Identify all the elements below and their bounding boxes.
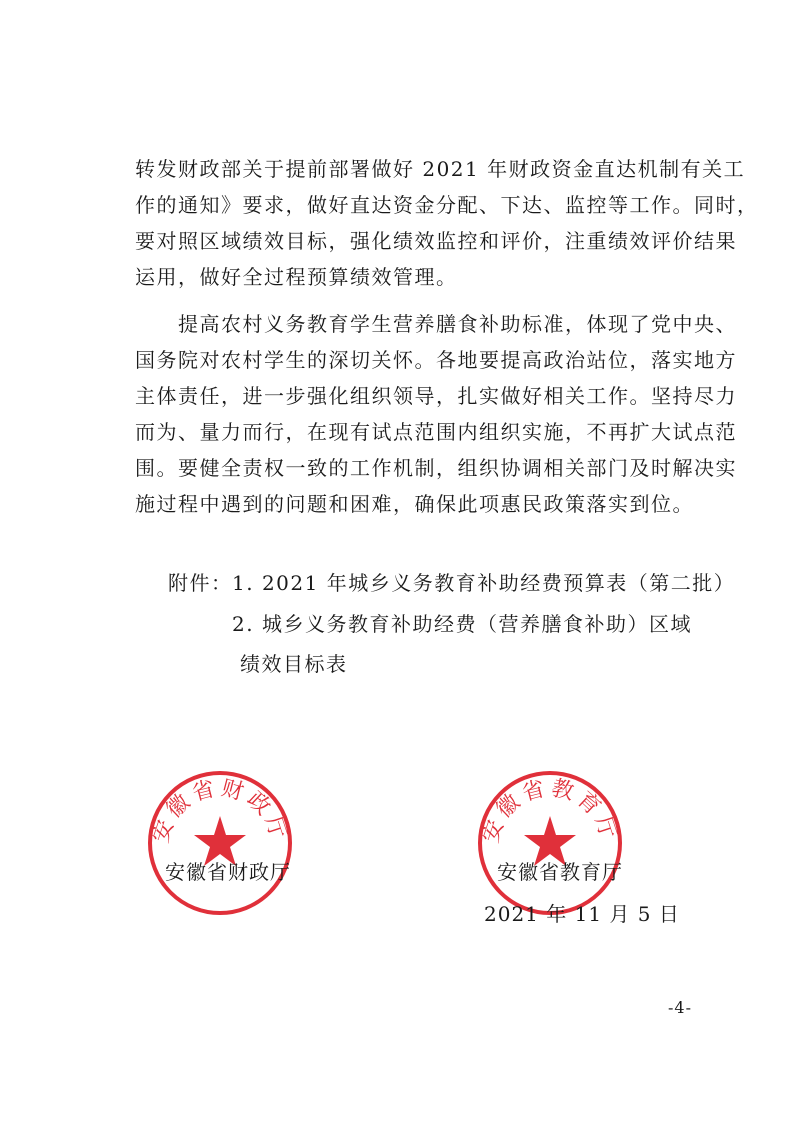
attachments-label: 附件： [168, 571, 233, 595]
svg-text:安徽省财政厅: 安徽省财政厅 [148, 775, 292, 846]
paragraph-1-line-4: 运用，做好全过程预算绩效管理。 [135, 265, 458, 289]
page-number: -4- [668, 998, 692, 1017]
attachment-item-2-line-2: 绩效目标表 [240, 652, 348, 676]
attachment-item-2-line-1: 2. 城乡义务教育补助经费（营养膳食补助）区域 [232, 612, 692, 636]
signature-finance-department: 安徽省财政厅 [165, 860, 291, 884]
paragraph-2-line-1: 提高农村义务教育学生营养膳食补助标准，体现了党中央、 [178, 312, 737, 336]
signature-education-department: 安徽省教育厅 [497, 860, 623, 884]
paragraph-2-line-2: 国务院对农村学生的深切关怀。各地要提高政治站位，落实地方 [135, 348, 737, 372]
finance-department-seal [145, 768, 295, 918]
document-date: 2021 年 11 月 5 日 [484, 902, 680, 926]
svg-text:安徽省教育厅: 安徽省教育厅 [478, 775, 622, 846]
paragraph-1-line-2: 作的通知》要求，做好直达资金分配、下达、监控等工作。同时， [135, 193, 759, 217]
attachment-item-1: 1. 2021 年城乡义务教育补助经费预算表（第二批） [232, 571, 736, 595]
education-department-seal [475, 768, 625, 918]
paragraph-2-line-6: 施过程中遇到的问题和困难，确保此项惠民政策落实到位。 [135, 492, 694, 516]
paragraph-1-line-1: 转发财政部关于提前部署做好 2021 年财政资金直达机制有关工 [135, 157, 746, 181]
paragraph-2-line-5: 围。要健全责权一致的工作机制，组织协调相关部门及时解决实 [135, 456, 737, 480]
paragraph-1-line-3: 要对照区域绩效目标，强化绩效监控和评价，注重绩效评价结果 [135, 229, 737, 253]
paragraph-2-line-4: 而为、量力而行，在现有试点范围内组织实施，不再扩大试点范 [135, 420, 737, 444]
paragraph-2-line-3: 主体责任，进一步强化组织领导，扎实做好相关工作。坚持尽力 [135, 384, 737, 408]
